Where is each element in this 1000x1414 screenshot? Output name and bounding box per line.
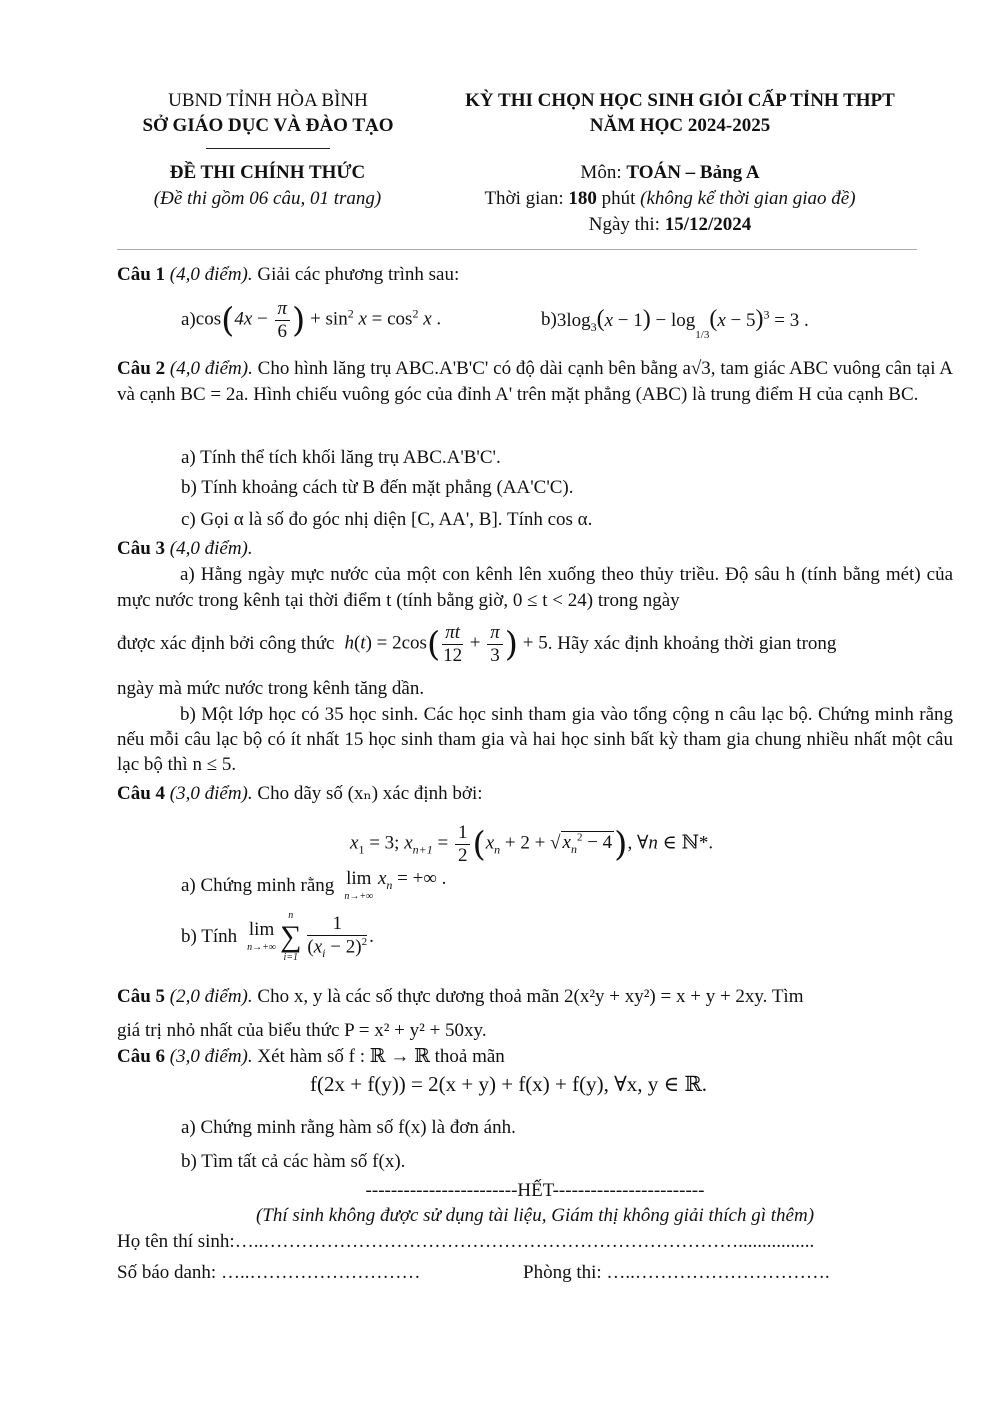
exam-meta — [440, 160, 900, 238]
header-underline — [206, 148, 330, 149]
q1-points: (4,0 điểm). — [165, 264, 253, 285]
q3-formula-suffix: . Hãy xác định khoảng thời gian trong — [547, 633, 837, 654]
q3-part-a-text1: a) Hằng ngày mực nước của một con kênh lên xuống theo thủy triều. Độ sâu h (tính bằng mét) của mực nước trong kênh tại thời điểm t (tính bằng giờ, 0 ≤ t < 24) trong ngày — [117, 564, 953, 611]
q6-part-b: b) Tìm tất cả các hàm số f(x). — [181, 1151, 406, 1172]
q4-label: Câu 4 — [117, 783, 166, 804]
q4-intro: Cho dãy số (xₙ) xác định bởi: — [252, 783, 483, 804]
q3-points: (4,0 điểm). — [165, 538, 253, 559]
province-committee: UBND TỈNH HÒA BÌNH — [168, 90, 368, 111]
time-prefix: Thời gian: — [484, 188, 569, 209]
q4-heading — [117, 781, 953, 807]
date-prefix: Ngày thi: — [588, 214, 665, 235]
q5-label: Câu 5 — [117, 986, 166, 1007]
q6-parts — [181, 1111, 516, 1179]
q4-part-b-text: b) Tính — [181, 926, 238, 947]
q3-formula: h(t) = 2cos( $\frac{\pi t}{12}$ + $\frac{\pi}{3}$ ) + 5 — [344, 621, 548, 666]
q4-part-b — [181, 904, 374, 970]
q3-formula-line — [117, 616, 953, 672]
q4-recurrence: $x_1 = 3$; $x_{n+1}$ = $\frac{1}{2}$ ($x_n + 2$ + √ $x_n^2 - 4$), ∀n ∈ ℕ*. — [350, 821, 714, 866]
q2-part-c: c) Gọi α là số đo góc nhị diện [C, AA', B]. Tính cos α. — [181, 509, 593, 530]
q1-part-b — [541, 294, 809, 346]
header-right — [420, 88, 940, 138]
time-value: 180 — [568, 188, 597, 209]
q4-part-a-text: a) Chứng minh rằng — [181, 875, 335, 896]
q5-text1: Cho x, y là các số thực dương thoả mãn 2(x²y + xy²) = x + y + 2xy. Tìm — [252, 986, 804, 1007]
subject-value: TOÁN – Bảng A — [626, 162, 760, 183]
q6-heading — [117, 1044, 953, 1070]
header-left — [118, 88, 418, 138]
date-line — [440, 212, 900, 238]
department-name: SỞ GIÁO DỤC VÀ ĐÀO TẠO — [142, 115, 394, 136]
time-unit: phút — [596, 188, 641, 209]
time-note: (không kể thời gian giao đề) — [640, 188, 856, 209]
q5-text2: giá trị nhỏ nhất của biểu thức P = x² + y² + 50xy. — [117, 1020, 487, 1041]
q1-b-label: b) — [541, 309, 557, 330]
q3-heading — [117, 536, 953, 562]
q2-part-b: b) Tính khoảng cách từ B đến mặt phẳng (AA'C'C). — [181, 477, 574, 498]
q4-limit-b: lim n→+∞ n ∑ i=1 $\frac{1}{(x_i - 2)^2}$ . — [247, 910, 374, 963]
q3-formula-prefix: được xác định bởi công thức — [117, 633, 335, 654]
q2-part-a: a) Tính thể tích khối lăng trụ ABC.A'B'C'. — [181, 447, 501, 468]
q1-intro: Giải các phương trình sau: — [252, 264, 460, 285]
q2-label: Câu 2 — [117, 358, 166, 379]
q6-part-a: a) Chứng minh rằng hàm số f(x) là đơn ánh. — [181, 1117, 516, 1138]
q2-parts — [181, 443, 592, 535]
q1-label: Câu 1 — [117, 264, 166, 285]
q4-part-a — [181, 868, 446, 904]
subject-prefix: Môn: — [580, 162, 627, 183]
q6-label: Câu 6 — [117, 1046, 166, 1067]
q6-intro: Xét hàm số f : ℝ → ℝ thoả mãn — [252, 1046, 505, 1067]
candidate-name-line: Họ tên thí sinh:…..…………………………………………………………………................ — [117, 1231, 815, 1252]
subject-line — [440, 160, 900, 186]
header-left-2 — [95, 160, 440, 212]
q1-part-a — [181, 294, 441, 346]
q3-part-a-text3: ngày mà mức nước trong kênh tăng dần. — [117, 678, 425, 699]
end-marker: ------------------------HẾT------------------------ — [365, 1180, 705, 1201]
header-divider — [117, 249, 917, 250]
exam-room-line: Phòng thi: …..…………………………. — [523, 1262, 830, 1283]
q5-statement — [117, 980, 953, 1048]
date-value: 15/12/2024 — [664, 214, 752, 235]
q1-a-equation: cos(4x − $\frac{\pi}{6}$ ) + $\sin^2 x = \cos^2 x$ . — [195, 297, 442, 342]
exam-page-note: (Đề thi gồm 06 câu, 01 trang) — [153, 188, 382, 209]
proctor-note: (Thí sinh không được sử dụng tài liệu, Giám thị không giải thích gì thêm) — [255, 1205, 815, 1226]
q3-part-b: b) Một lớp học có 35 học sinh. Các học sinh tham gia vào tổng cộng n câu lạc bộ. Chứng minh rằng nếu mỗi câu lạc bộ có ít nhất 15 học sinh tham gia và hai học sinh bất kỳ tham gia chung nhiều nhất một câu lạc bộ thì n ≤ 5. — [117, 704, 953, 775]
q6-points: (3,0 điểm). — [165, 1046, 253, 1067]
exam-title: KỲ THI CHỌN HỌC SINH GIỎI CẤP TỈNH THPT — [465, 90, 895, 111]
time-line — [440, 186, 900, 212]
school-year: NĂM HỌC 2024-2025 — [589, 115, 771, 136]
q2-points: (4,0 điểm). — [165, 358, 253, 379]
q2-statement — [117, 356, 953, 408]
q6-equation: f(2x + f(y)) = 2(x + y) + f(x) + f(y), ∀x, y ∈ ℝ. — [310, 1072, 708, 1096]
q1-heading — [117, 262, 953, 288]
q4-limit-a: lim n→+∞ $x_n$ = +∞ . — [344, 868, 447, 902]
q5-points: (2,0 điểm). — [165, 986, 253, 1007]
q2-text: Cho hình lăng trụ ABC.A'B'C' có độ dài cạnh bên bằng a√3, tam giác ABC vuông cân tại A và cạnh BC = 2a. Hình chiếu vuông góc của đỉnh A' trên mặt phẳng (ABC) là trung điểm H của cạnh BC. — [117, 358, 953, 405]
q1-b-equation: $3\log_3(x - 1) - \log_{1/3}(x - 5)^3 = 3$ . — [556, 305, 809, 342]
candidate-id-line: Số báo danh: …..……………………… — [117, 1262, 421, 1283]
q3-label: Câu 3 — [117, 538, 166, 559]
q1-a-label: a) — [181, 309, 196, 330]
q4-points: (3,0 điểm). — [165, 783, 253, 804]
official-exam-label: ĐỀ THI CHÍNH THỨC — [169, 162, 366, 183]
